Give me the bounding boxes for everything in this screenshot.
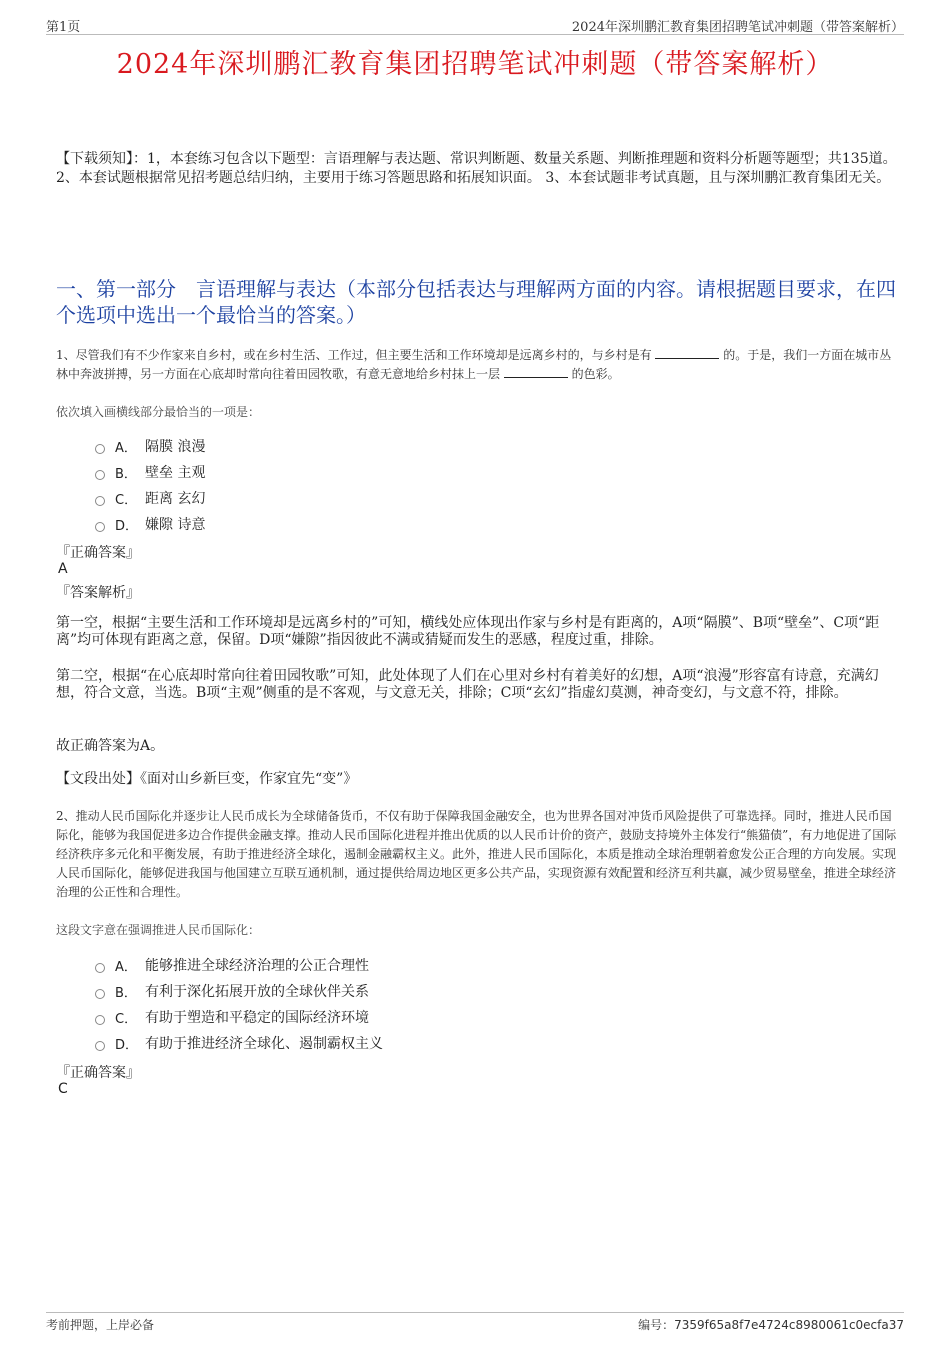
option-letter: C． xyxy=(115,1011,138,1027)
option-b[interactable] xyxy=(95,978,383,1004)
question-1-stem xyxy=(56,346,901,384)
option-text: 能够推进全球经济治理的公正合理性 xyxy=(145,958,369,974)
question-2-prompt: 这段文字意在强调推进人民币国际化： xyxy=(56,923,261,937)
option-text: 隔膜 浪漫 xyxy=(145,439,206,455)
radio-button-icon[interactable] xyxy=(95,470,105,480)
question-1-prompt: 依次填入画横线部分最恰当的一项是： xyxy=(56,405,261,419)
page-number: 第1页 xyxy=(46,20,81,35)
document-code-value: 7359f65a8f7e4724c8980061c0ecfa37 xyxy=(674,1318,904,1332)
document-code xyxy=(638,1316,904,1333)
fill-blank-1 xyxy=(655,346,719,359)
option-a[interactable] xyxy=(95,433,205,459)
option-letter: A． xyxy=(115,959,137,975)
analysis-paragraph-1: 第一空，根据“主要生活和工作环境却是远离乡村的”可知，横线处应体现出作家与乡村是有距离的，A项“隔膜”、B项“壁垒”、C项“距离”均可体现有距离之意，保留。D项“嫌隙”指因彼此不满或猜疑而发生的恶感，程度过重，排除。 xyxy=(56,615,880,648)
question-1-stem-part1: 1、尽管我们有不少作家来自乡村，或在乡村生活、工作过，但主要生活和工作环境却是远离乡村的，与乡村是有 xyxy=(56,348,652,362)
option-c[interactable] xyxy=(95,485,205,511)
option-letter: D． xyxy=(115,518,139,534)
document-code-label: 编号： xyxy=(638,1318,675,1332)
option-text: 壁垒 主观 xyxy=(145,465,206,481)
option-text: 有助于塑造和平稳定的国际经济环境 xyxy=(145,1010,369,1026)
option-text: 有助于推进经济全球化、遏制霸权主义 xyxy=(145,1036,383,1052)
radio-button-icon[interactable] xyxy=(95,963,105,973)
option-b[interactable] xyxy=(95,459,205,485)
correct-answer-value: C xyxy=(58,1081,68,1097)
correct-answer-label: 『正确答案』 xyxy=(56,545,140,561)
option-letter: D． xyxy=(115,1037,139,1053)
fill-blank-2 xyxy=(504,365,568,378)
option-c[interactable] xyxy=(95,1004,383,1030)
option-d[interactable] xyxy=(95,511,205,537)
text-source: 【文段出处】《面对山乡新巨变，作家宜先“变”》 xyxy=(56,771,358,787)
analysis-paragraph-2: 第二空，根据“在心底却时常向往着田园牧歌”可知，此处体现了人们在心里对乡村有着美好的幻想，A项“浪漫”形容富有诗意，充满幻想，符合文意，当选。B项“主观”侧重的是不客观，与文意无关，排除；C项“玄幻”指虚幻莫测，神奇变幻，与文意不符，排除。 xyxy=(56,668,879,701)
option-letter: A． xyxy=(115,440,137,456)
option-letter: C． xyxy=(115,492,138,508)
analysis-label: 『答案解析』 xyxy=(56,585,140,601)
option-letter: B． xyxy=(115,466,137,482)
download-notice: 【下载须知】：1，本套练习包含以下题型：言语理解与表达题、常识判断题、数量关系题、判断推理题和资料分析题等题型；共135道。 2、本套试题根据常见招考题总结归纳，主要用于练习答题思路和拓展知识面。 3、本套试题非考试真题，且与深圳鹏汇教育集团无关。 xyxy=(56,151,897,186)
radio-button-icon[interactable] xyxy=(95,1015,105,1025)
radio-button-icon[interactable] xyxy=(95,444,105,454)
radio-button-icon[interactable] xyxy=(95,989,105,999)
option-letter: B． xyxy=(115,985,137,1001)
footer-slogan: 考前押题，上岸必备 xyxy=(46,1318,155,1332)
option-text: 距离 玄幻 xyxy=(145,491,206,507)
radio-button-icon[interactable] xyxy=(95,522,105,532)
section-heading: 一、第一部分 言语理解与表达（本部分包括表达与理解两方面的内容。请根据题目要求，在四个选项中选出一个最恰当的答案。） xyxy=(56,277,896,327)
question-1-options xyxy=(95,433,205,537)
radio-button-icon[interactable] xyxy=(95,496,105,506)
question-1-stem-part2: 的。于是，我们一方面在城市丛林中奔波拼搏，另一方面在心底却时常向往着田园牧歌，有意无意地给乡村抹上一层 xyxy=(56,348,892,381)
header-doc-title: 2024年深圳鹏汇教育集团招聘笔试冲刺题（带答案解析） xyxy=(571,20,904,35)
option-d[interactable] xyxy=(95,1030,383,1056)
option-a[interactable] xyxy=(95,952,383,978)
correct-answer-label: 『正确答案』 xyxy=(56,1065,140,1081)
question-2-options xyxy=(95,952,383,1056)
question-1-stem-part3: 的色彩。 xyxy=(571,367,620,381)
option-text: 嫌隙 诗意 xyxy=(145,517,206,533)
page-header xyxy=(46,14,904,35)
page-title: 2024年深圳鹏汇教育集团招聘笔试冲刺题（带答案解析） xyxy=(116,49,834,80)
option-text: 有利于深化拓展开放的全球伙伴关系 xyxy=(145,984,369,1000)
question-2-stem: 2、推动人民币国际化并逐步让人民币成长为全球储备货币，不仅有助于保障我国金融安全，也为世界各国对冲货币风险提供了可靠选择。同时，推进人民币国际化，能够为我国促进多边合作提供金融支撑。推动人民币国际化进程并推出优质的以人民币计价的资产，鼓励支持境外主体发行“熊猫债”，有力地促进了国际经济秩序多元化和平衡发展，有助于推进经济全球化，遏制金融霸权主义。此外，推进人民币国际化，本质是推动全球治理朝着愈发公正合理的方向发展。实现人民币国际化，能够促进我国与他国建立互联互通机制，通过提供给周边地区更多公共产品，实现资源有效配置和经济互利共赢，减少贸易壁垒，推进全球经济治理的公正性和合理性。 xyxy=(56,809,897,899)
analysis-conclusion: 故正确答案为A。 xyxy=(56,738,165,754)
correct-answer-value: A xyxy=(58,561,68,577)
radio-button-icon[interactable] xyxy=(95,1041,105,1051)
page-footer xyxy=(46,1312,904,1337)
